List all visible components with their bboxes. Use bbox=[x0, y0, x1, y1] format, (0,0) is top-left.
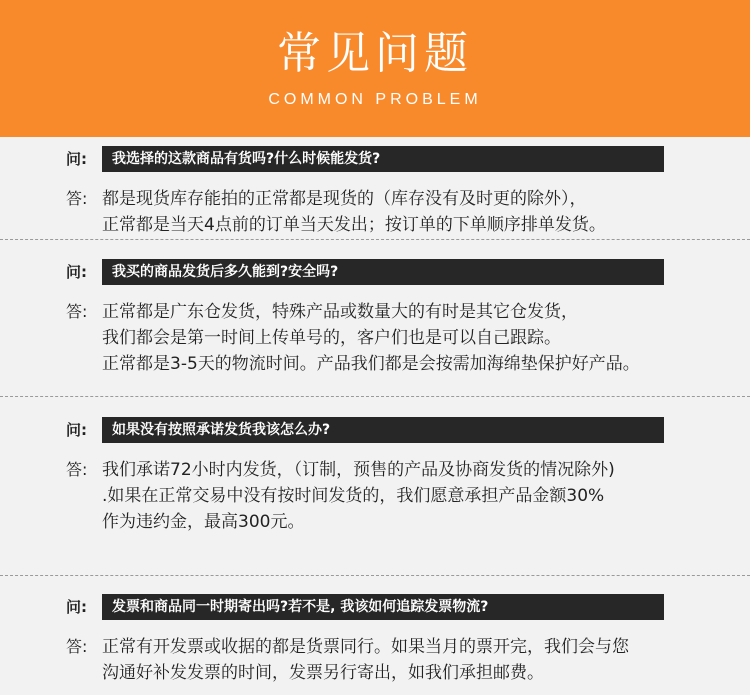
dashed-divider bbox=[0, 575, 750, 576]
answer-line: 正常都是广东仓发货，特殊产品或数量大的有时是其它仓发货， bbox=[102, 302, 578, 322]
question-tag: 问: bbox=[66, 263, 87, 281]
dashed-divider bbox=[0, 396, 750, 397]
header-banner bbox=[0, 0, 750, 137]
answer-line: 沟通好补发发票的时间，发票另行寄出，如我们承担邮费。 bbox=[102, 663, 544, 683]
question-tag: 问: bbox=[66, 421, 87, 439]
answer-line: .如果在正常交易中没有按时间发货的，我们愿意承担产品金额30% bbox=[102, 486, 605, 506]
answer-line: 我们都会是第一时间上传单号的，客户们也是可以自己跟踪。 bbox=[102, 328, 561, 348]
question-bar: 发票和商品同一时期寄出吗?若不是, 我该如何追踪发票物流? bbox=[102, 594, 664, 620]
answer-line: 正常都是当天4点前的订单当天发出；按订单的下单顺序排单发货。 bbox=[102, 215, 606, 235]
answer-text bbox=[102, 186, 750, 238]
answer-text bbox=[102, 457, 750, 535]
answer-tag: 答: bbox=[66, 189, 88, 208]
answer-tag: 答: bbox=[66, 302, 88, 321]
question-tag: 问: bbox=[66, 598, 87, 616]
answer-line: 我们承诺72小时内发货，（订制，预售的产品及协商发货的情况除外) bbox=[102, 460, 615, 480]
answer-text bbox=[102, 299, 750, 377]
answer-tag: 答: bbox=[66, 637, 88, 656]
question-bar: 如果没有按照承诺发货我该怎么办? bbox=[102, 417, 664, 443]
answer-line: 正常有开发票或收据的都是货票同行。如果当月的票开完，我们会与您 bbox=[102, 637, 629, 657]
answer-line: 都是现货库存能拍的正常都是现货的（库存没有及时更的除外）， bbox=[102, 189, 587, 209]
answer-line: 正常都是3-5天的物流时间。产品我们都是会按需加海绵垫保护好产品。 bbox=[102, 354, 640, 374]
answer-text bbox=[102, 634, 750, 686]
page-title: 常见问题 bbox=[277, 28, 473, 79]
page-subtitle: COMMON PROBLEM bbox=[268, 91, 482, 108]
question-bar: 我买的商品发货后多久能到?安全吗? bbox=[102, 259, 664, 285]
answer-line: 作为违约金，最高300元。 bbox=[102, 512, 305, 532]
question-bar: 我选择的这款商品有货吗?什么时候能发货? bbox=[102, 146, 664, 172]
answer-tag: 答: bbox=[66, 460, 88, 479]
question-tag: 问: bbox=[66, 150, 87, 168]
dashed-divider bbox=[0, 239, 750, 240]
